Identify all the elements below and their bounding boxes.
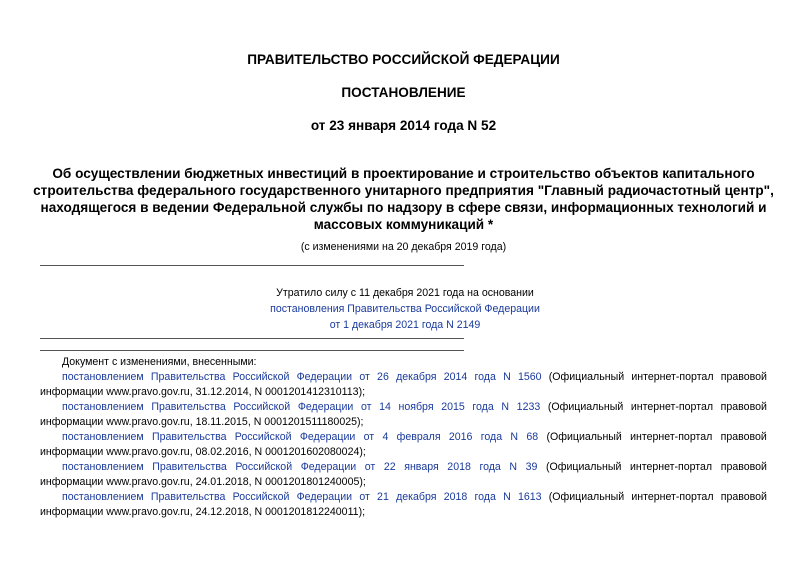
change-link-word[interactable]: Правительства bbox=[150, 371, 226, 383]
change-entry bbox=[40, 460, 767, 490]
change-source-word: (Официальный bbox=[546, 461, 622, 473]
change-link-word[interactable]: года bbox=[480, 431, 503, 443]
change-source-word: (Официальный bbox=[546, 431, 622, 443]
change-source-word: (Официальный bbox=[548, 491, 625, 503]
change-entry-line bbox=[40, 430, 767, 445]
change-entry bbox=[40, 430, 767, 460]
doc-type-heading: ПОСТАНОВЛЕНИЕ bbox=[341, 85, 466, 100]
government-heading: ПРАВИТЕЛЬСТВО РОССИЙСКОЙ ФЕДЕРАЦИИ bbox=[247, 52, 560, 67]
change-link-word[interactable]: Федерации bbox=[300, 461, 357, 473]
changes-header: Документ с изменениями, внесенными: bbox=[62, 356, 257, 368]
document-title bbox=[30, 165, 777, 233]
change-entry-line bbox=[40, 400, 767, 415]
change-link-word[interactable]: постановлением bbox=[62, 401, 144, 413]
changes-list bbox=[40, 355, 767, 520]
title-line: находящегося в ведении Федеральной службы по надзору в сфере связи, информационных технологий и bbox=[40, 200, 767, 215]
change-link-word[interactable]: декабря bbox=[396, 491, 437, 503]
change-source-continuation: информации www.pravo.gov.ru, 08.02.2016, N 0001201602080024); bbox=[40, 446, 366, 458]
change-link-word[interactable]: от bbox=[364, 461, 376, 473]
change-link-word[interactable]: года bbox=[479, 461, 501, 473]
lost-force-link[interactable]: постановления Правительства Российской Федерации bbox=[270, 303, 540, 315]
change-link-word[interactable]: от bbox=[359, 491, 370, 503]
change-link-word[interactable]: 1233 bbox=[516, 401, 541, 413]
change-entry bbox=[40, 400, 767, 430]
change-source-word: правовой bbox=[720, 461, 767, 473]
change-link-word[interactable]: года bbox=[472, 401, 494, 413]
change-link-word[interactable]: постановлением bbox=[62, 371, 144, 383]
change-source-word: правовой bbox=[720, 401, 767, 413]
change-link-word[interactable]: Российской bbox=[234, 431, 292, 443]
change-link-word[interactable]: Российской bbox=[232, 491, 290, 503]
change-link-word[interactable]: Правительства bbox=[151, 401, 226, 413]
change-link-word[interactable]: 2018 bbox=[447, 461, 471, 473]
change-entry-line bbox=[40, 490, 767, 505]
change-link-word[interactable]: 2015 bbox=[441, 401, 465, 413]
divider bbox=[40, 338, 464, 339]
change-link-word[interactable]: 14 bbox=[379, 401, 391, 413]
change-link-word[interactable]: N bbox=[501, 401, 510, 413]
change-link-word[interactable]: января bbox=[404, 461, 439, 473]
change-link-word[interactable]: Российской bbox=[232, 371, 290, 383]
change-link-word[interactable]: Правительства bbox=[152, 431, 227, 443]
change-link-word[interactable]: Федерации bbox=[297, 401, 354, 413]
lost-force-text: Утратило силу с 11 декабря 2021 года на основании bbox=[276, 287, 534, 299]
change-link-word[interactable]: 22 bbox=[383, 461, 396, 473]
change-source-word: (Официальный bbox=[547, 401, 624, 413]
change-source-continuation: информации www.pravo.gov.ru, 24.01.2018, N 0001201801240005); bbox=[40, 476, 366, 488]
change-link-word[interactable]: 39 bbox=[525, 461, 538, 473]
edition-note: (с изменениями на 20 декабря 2019 года) bbox=[300, 241, 507, 253]
title-line: массовых коммуникаций * bbox=[313, 217, 494, 232]
change-link-word[interactable]: Правительства bbox=[152, 461, 227, 473]
change-entry bbox=[40, 490, 767, 520]
changes-entries bbox=[40, 370, 767, 520]
change-link-word[interactable]: 2014 bbox=[443, 371, 468, 383]
change-link-word[interactable]: от bbox=[363, 431, 375, 443]
divider bbox=[40, 265, 464, 266]
change-source-word: интернет-портал bbox=[629, 461, 713, 473]
change-link-word[interactable]: 4 bbox=[382, 431, 389, 443]
change-entry-line bbox=[40, 370, 767, 385]
change-source-continuation: информации www.pravo.gov.ru, 24.12.2018, N 0001201812240011); bbox=[40, 506, 366, 518]
change-source-word: правовой bbox=[720, 491, 767, 503]
title-line: строительства федерального государственного унитарного предприятия "Главный радиочастотный центр", bbox=[33, 183, 774, 198]
change-link-word[interactable]: постановлением bbox=[62, 491, 144, 503]
change-link-word[interactable]: Федерации bbox=[296, 371, 353, 383]
change-source-continuation: информации www.pravo.gov.ru, 18.11.2015, N 0001201511180025); bbox=[40, 416, 364, 428]
change-link-word[interactable]: года bbox=[474, 371, 496, 383]
date-number-heading: от 23 января 2014 года N 52 bbox=[310, 118, 497, 133]
change-link-word[interactable]: Федерации bbox=[296, 491, 353, 503]
change-link-word[interactable]: от bbox=[360, 401, 372, 413]
change-source-word: правовой bbox=[720, 431, 767, 443]
change-link-word[interactable]: ноября bbox=[398, 401, 434, 413]
change-link-word[interactable]: N bbox=[509, 461, 518, 473]
change-link-word[interactable]: постановлением bbox=[62, 461, 144, 473]
change-link-word[interactable]: Правительства bbox=[150, 491, 226, 503]
change-source-word: интернет-портал bbox=[630, 431, 713, 443]
change-link-word[interactable]: N bbox=[503, 491, 511, 503]
change-link-word[interactable]: Федерации bbox=[299, 431, 356, 443]
change-link-word[interactable]: постановлением bbox=[62, 431, 144, 443]
change-link-word[interactable]: 1560 bbox=[517, 371, 542, 383]
change-link-word[interactable]: февраля bbox=[396, 431, 441, 443]
change-link-word[interactable]: 2016 bbox=[448, 431, 473, 443]
change-link-word[interactable]: 2018 bbox=[443, 491, 468, 503]
change-source-word: интернет-портал bbox=[631, 491, 714, 503]
change-link-word[interactable]: от bbox=[359, 371, 370, 383]
change-source-continuation: информации www.pravo.gov.ru, 31.12.2014, N 0001201412310113); bbox=[40, 386, 366, 398]
lost-force-note bbox=[230, 285, 580, 333]
change-source-word: интернет-портал bbox=[631, 371, 714, 383]
change-link-word[interactable]: 1613 bbox=[517, 491, 542, 503]
change-source-word: интернет-портал bbox=[630, 401, 714, 413]
change-link-word[interactable]: N bbox=[510, 431, 519, 443]
lost-force-link-date[interactable]: от 1 декабря 2021 года N 2149 bbox=[329, 319, 481, 331]
change-entry bbox=[40, 370, 767, 400]
change-link-word[interactable]: года bbox=[474, 491, 496, 503]
change-link-word[interactable]: N bbox=[503, 371, 511, 383]
change-link-word[interactable]: декабря bbox=[396, 371, 437, 383]
change-link-word[interactable]: 68 bbox=[526, 431, 539, 443]
change-link-word[interactable]: 21 bbox=[377, 491, 389, 503]
change-source-word: (Официальный bbox=[548, 371, 625, 383]
divider bbox=[40, 350, 464, 351]
title-line: Об осуществлении бюджетных инвестиций в проектирование и строительство объектов капитального bbox=[52, 166, 755, 181]
change-entry-line bbox=[40, 460, 767, 475]
change-link-word[interactable]: Российской bbox=[235, 461, 293, 473]
change-link-word[interactable]: 26 bbox=[377, 371, 389, 383]
change-source-word: правовой bbox=[720, 371, 767, 383]
change-link-word[interactable]: Российской bbox=[233, 401, 291, 413]
